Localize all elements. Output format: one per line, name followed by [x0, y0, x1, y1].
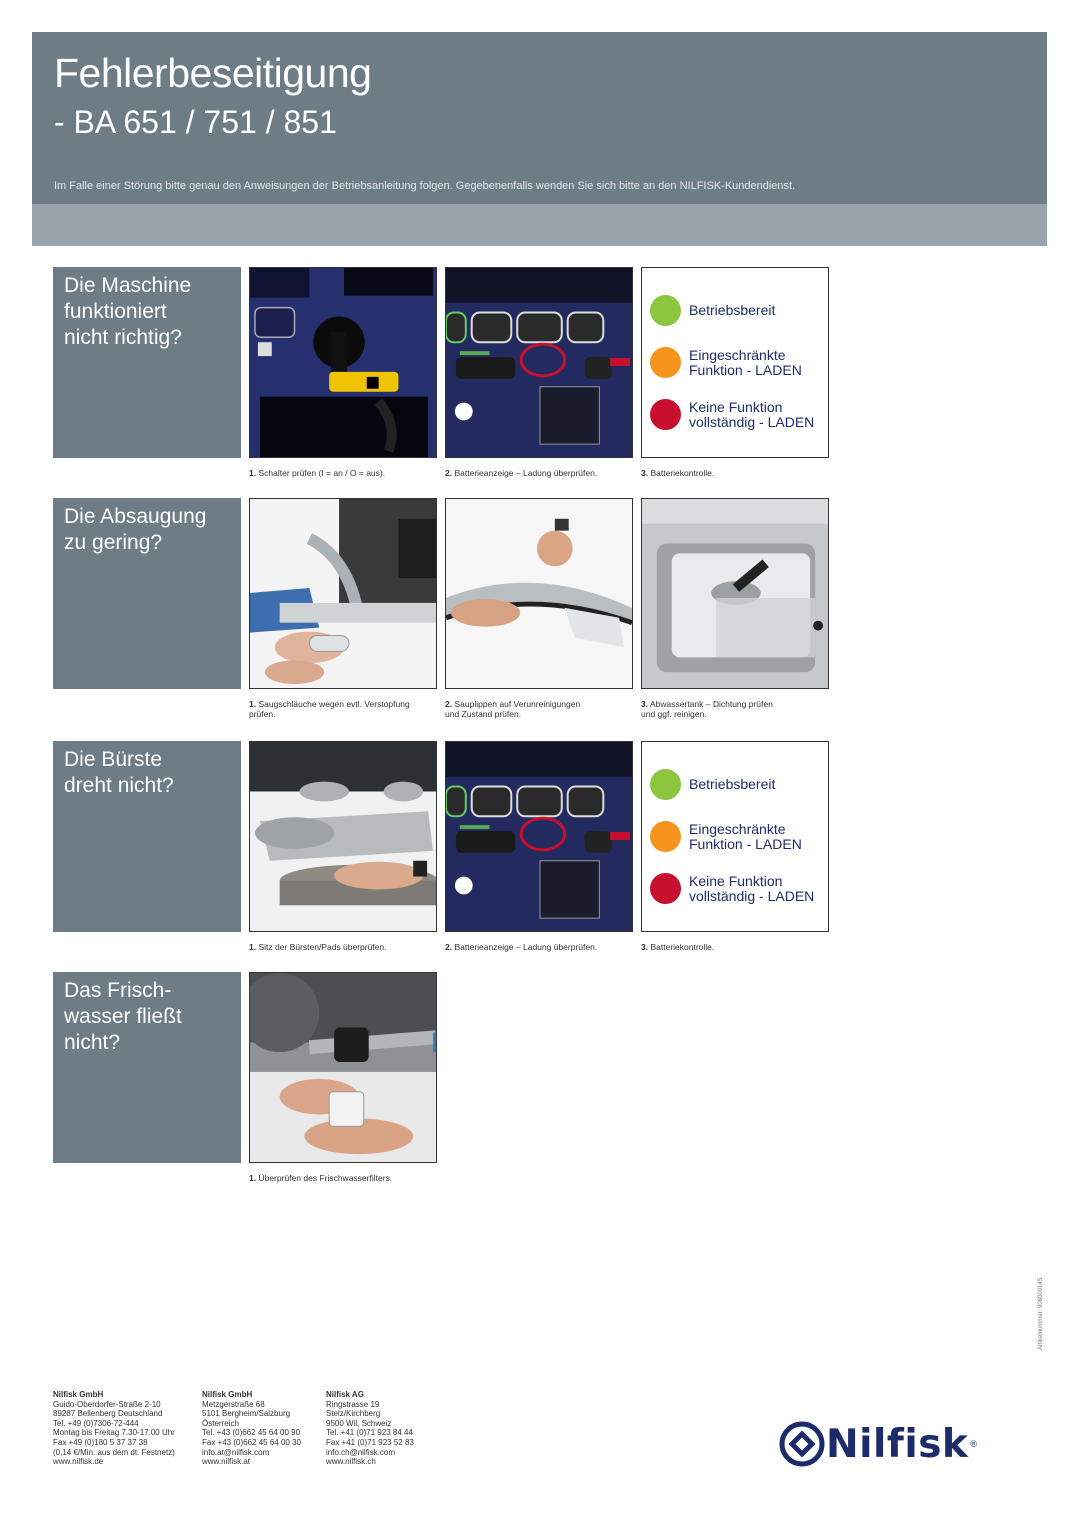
status-ready-row [650, 295, 775, 326]
page-title: Fehlerbeseitigung [54, 50, 372, 96]
intro-text: Im Falle einer Störung bitte genau den Anweisungen der Betriebsanleitung folgen. Gegebenenfalls wenden Sie sich bitte an den NILFISK-Kundendienst. [54, 180, 796, 192]
nilfisk-emblem-icon [778, 1420, 826, 1468]
section-label-suction: Die Absaugung zu gering? [53, 498, 241, 689]
status-limited-label: Eingeschränkte Funktion - LADEN [689, 820, 802, 852]
status-none-row-2 [650, 873, 814, 904]
red-dot-icon [650, 873, 681, 904]
footer-address-at: Nilfisk GmbH Metzgerstraße 68 5101 Bergheim/Salzburg Österreich Tel. +43 (0)662 45 64 00 90 Fax +43 (0)662 45 64 00 30 info.at@nilfisk.com www.nilfisk.at [202, 1390, 301, 1467]
section-label-machine: Die Maschine funktioniert nicht richtig? [53, 267, 241, 458]
photo-waste-tank [641, 498, 829, 689]
caption-1-2: 2. Batterieanzeige – Ladung überprüfen. [445, 468, 598, 478]
caption-3-2: 2. Batterieanzeige – Ladung überprüfen. [445, 942, 598, 952]
status-ready-label: Betriebsbereit [689, 302, 776, 318]
orange-dot-icon [650, 347, 681, 378]
green-dot-icon [650, 769, 681, 800]
status-none-label: Keine Funktion vollständig - LADEN [689, 872, 815, 904]
caption-3-3: 3. Batteriekontrolle. [641, 942, 715, 952]
caption-1-1: 1. Schalter prüfen (I = an / O = aus). [249, 468, 386, 478]
logo-wordmark: Nilfisk [826, 1421, 969, 1467]
registered-mark: ® [970, 1439, 978, 1449]
caption-2-2: 2. Sauplippen auf Verunreinigungen und Zustand prüfen. [445, 699, 581, 719]
section-label-freshwater: Das Frisch- wasser fließt nicht? [53, 972, 241, 1163]
photo-brush [249, 741, 437, 932]
caption-1-3: 3. Batteriekontrolle. [641, 468, 715, 478]
status-limited-label: Eingeschränkte Funktion - LADEN [689, 346, 802, 378]
photo-battery-panel [445, 267, 633, 458]
orange-dot-icon [650, 821, 681, 852]
status-ready-label: Betriebsbereit [689, 776, 776, 792]
caption-2-3: 3. Abwassertank – Dichtung prüfen und ggf. reinigen. [641, 699, 773, 719]
article-number: Artikelnummer: 908000145 [1038, 1277, 1044, 1350]
nilfisk-logo [778, 1420, 977, 1468]
header-banner [32, 32, 1047, 204]
page-subtitle: - BA 651 / 751 / 851 [54, 104, 337, 140]
red-dot-icon [650, 399, 681, 430]
green-dot-icon [650, 295, 681, 326]
caption-4-1: 1. Überprüfen des Frischwasserfilters. [249, 1173, 393, 1183]
photo-freshwater-filter [249, 972, 437, 1163]
status-none-row [650, 399, 814, 430]
photo-battery-panel-2 [445, 741, 633, 932]
status-limited-row [650, 347, 802, 378]
footer-address-ch: Nilfisk AG Ringstrasse 19 Stelz/Kirchberg 9500 Wil, Schweiz Tel. +41 (0)71 923 84 44 Fax +41 (0)71 923 52 83 info.ch@nilfisk.com www.nilfisk.ch [326, 1390, 414, 1467]
status-ready-row-2 [650, 769, 775, 800]
battery-status-legend [641, 267, 829, 458]
header-band [32, 204, 1047, 246]
section-label-brush: Die Bürste dreht nicht? [53, 741, 241, 932]
status-none-label: Keine Funktion vollständig - LADEN [689, 398, 815, 430]
caption-2-1: 1. Saugschläuche wegen evtl. Verstopfung prüfen. [249, 699, 410, 719]
photo-squeegee [445, 498, 633, 689]
photo-suction-hose [249, 498, 437, 689]
caption-3-1: 1. Sitz der Bürsten/Pads überprüfen. [249, 942, 387, 952]
battery-status-legend-2 [641, 741, 829, 932]
photo-switch-panel [249, 267, 437, 458]
footer-address-de: Nilfisk GmbH Guido-Oberdorfer-Straße 2-10 89287 Bellenberg Deutschland Tel. +49 (0)7306-72-444 Montag bis Freitag 7.30-17.00 Uhr Fax +49 (0)180 5 37 37 38 (0,14 €/Min. aus dem dt. Festnetz) www.nilfisk.de [53, 1390, 175, 1467]
status-limited-row-2 [650, 821, 802, 852]
